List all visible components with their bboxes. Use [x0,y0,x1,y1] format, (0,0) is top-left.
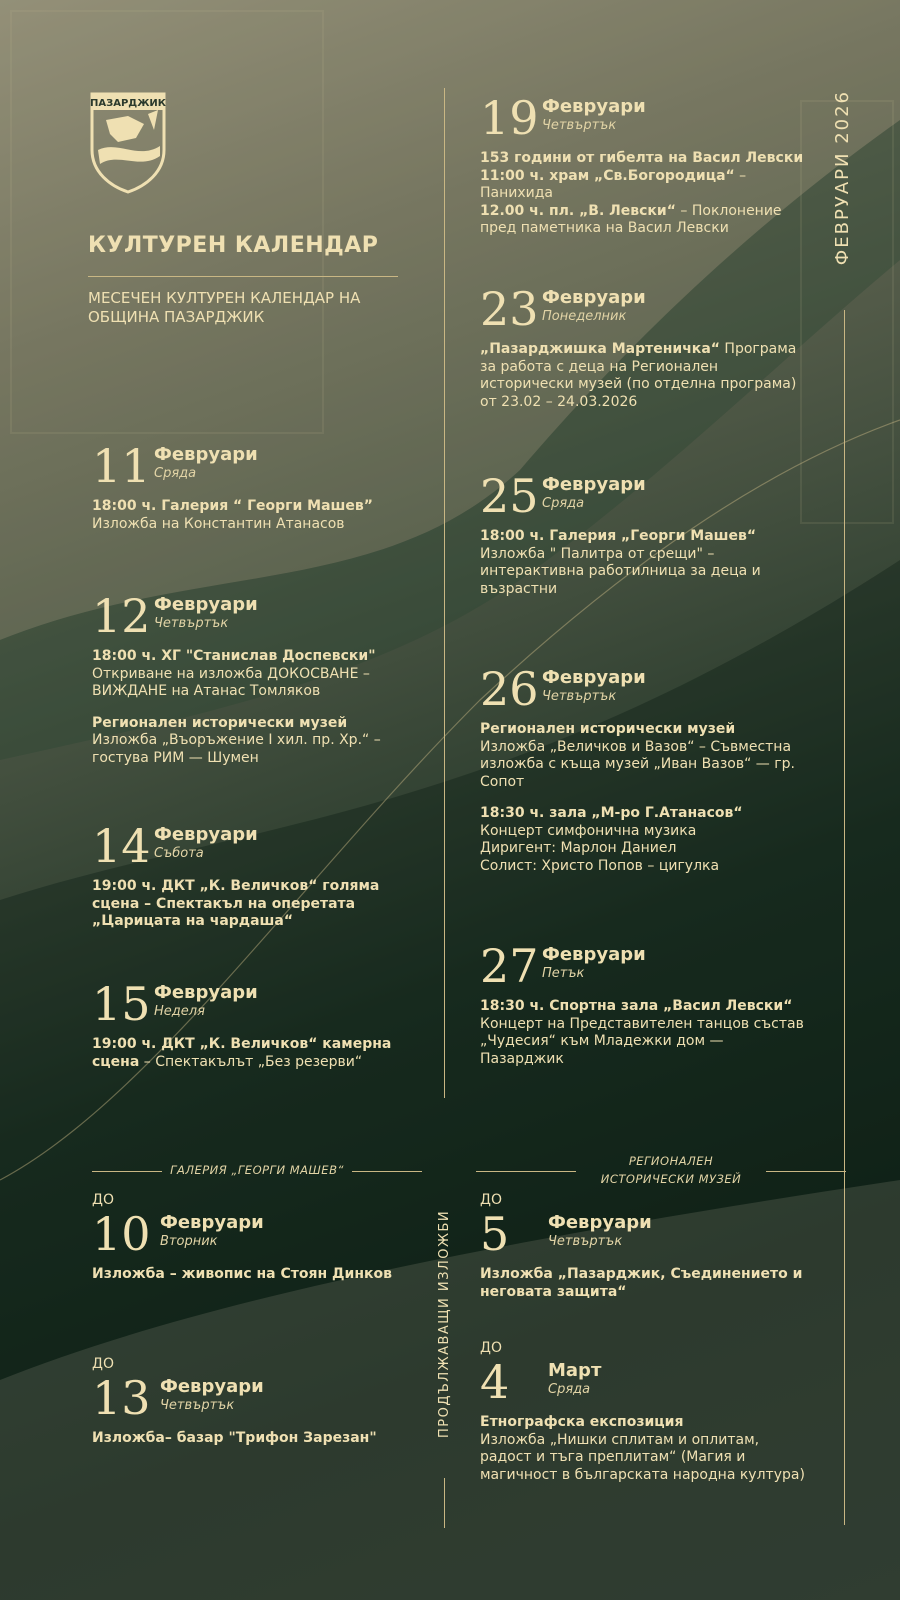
event-line [92,648,422,666]
event-day-number: 25 [480,469,539,523]
event-month: Февруари [542,96,646,117]
event-line [480,1432,810,1485]
event-line [480,739,810,792]
event-month: Февруари [154,594,258,615]
event-day-number: 27 [480,939,539,993]
event-line-highlight: 18:30 ч. зала „М-ро Г.Атанасов“ [480,805,743,821]
event-description [480,1414,810,1484]
event-line-text: Изложба на Константин Атанасов [92,515,345,532]
event-date [92,440,422,492]
event-line-text: Изложба „Въоръжение I хил. пр. Хр.“ – гостува РИМ — Шумен [92,732,381,766]
event-date [480,663,810,715]
column-divider [444,88,445,1098]
event-description [92,498,422,533]
event-date [480,1356,810,1408]
event-line [92,516,422,534]
event-description [92,648,422,767]
event-description [480,1266,810,1301]
event-line-highlight: 153 години от гибелта на Васил Левски [480,150,804,166]
event-card [480,1340,810,1484]
event-line-highlight: Регионален исторически музей [92,714,348,731]
event-line [480,858,810,876]
gallery-heading: ГАЛЕРИЯ „ГЕОРГИ МАШЕВ“ [170,1163,344,1177]
event-description [92,878,422,931]
event-day-number: 13 [92,1371,151,1425]
event-line-highlight: 18:30 ч. Спортна зала „Васил Левски“ [480,998,793,1014]
event-weekday: Понеделник [542,309,627,324]
event-month: Февруари [154,982,258,1003]
event-line [480,150,810,168]
until-label: ДО [92,1192,114,1208]
event-month: Февруари [160,1376,264,1397]
right-edge-rule [844,310,845,1525]
event-card [92,820,422,931]
event-line [480,546,810,599]
event-day-number: 23 [480,282,539,336]
event-line-highlight: Изложба– базар "Трифон Зарезан" [92,1430,377,1446]
event-card [92,590,422,767]
event-line [480,721,810,739]
until-label: ДО [480,1192,502,1208]
event-description [92,1036,422,1071]
event-date [92,590,422,642]
title-divider [88,276,398,277]
event-line [480,998,810,1016]
event-date [92,820,422,872]
event-line-text: Изложба " Палитра от срещи" – интерактивна работилница за деца и възрастни [480,545,761,597]
event-line [480,1266,810,1301]
page-subtitle: МЕСЕЧЕН КУЛТУРЕН КАЛЕНДАР НА ОБЩИНА ПАЗАРДЖИК [88,289,361,326]
event-line-highlight: Изложба – живопис на Стоян Динков [92,1266,392,1282]
museum-heading-line1: РЕГИОНАЛЕН [628,1154,714,1168]
event-card [92,1356,422,1448]
event-line [92,1266,422,1284]
event-day-number: 14 [92,819,151,873]
event-line [480,1016,810,1069]
event-day-number: 5 [480,1207,510,1261]
event-weekday: Четвъртък [154,616,229,631]
event-line [92,666,422,701]
event-line [480,528,810,546]
event-weekday: Четвъртък [542,689,617,704]
event-month: Февруари [154,444,258,465]
event-date [92,1208,422,1260]
event-line [480,805,810,823]
event-date [92,1372,422,1424]
event-day-number: 19 [480,91,539,145]
event-date [480,470,810,522]
event-card [480,1192,810,1301]
event-line-text: Откриване на изложба ДОКОСВАНЕ – ВИЖДАНЕ на Атанас Томляков [92,665,370,699]
event-card [92,1192,422,1284]
event-weekday: Сряда [548,1382,591,1397]
event-date [480,92,810,144]
event-card [92,978,422,1071]
event-line [480,823,810,841]
svg-text:ПАЗАРДЖИК: ПАЗАРДЖИК [90,98,166,109]
event-line-text: Диригент: Марлон Даниел [480,840,677,856]
event-month: Февруари [542,944,646,965]
event-card [480,663,810,875]
event-month: Февруари [542,474,646,495]
page-title: КУЛТУРЕН КАЛЕНДАР [88,233,379,258]
event-weekday: Сряда [542,496,585,511]
event-date [92,978,422,1030]
event-line [480,840,810,858]
event-line-highlight: 12.00 ч. пл. „В. Левски“ [480,202,676,219]
event-line-highlight: Изложба „Пазарджик, Съединението и неговата защита“ [480,1266,803,1300]
exhibitions-divider-right [766,1171,846,1172]
event-weekday: Петък [542,966,585,981]
event-description [92,1430,422,1448]
event-description [92,1266,422,1284]
event-weekday: Четвъртък [542,118,617,133]
event-line-highlight: 19:00 ч. ДКТ „К. Величков“ камерна сцена [92,1036,392,1070]
event-line [92,1430,422,1448]
event-month: Февруари [154,824,258,845]
event-description [480,341,810,411]
event-line [480,168,810,203]
museum-heading-line2: ИСТОРИЧЕСКИ МУЗЕЙ [600,1172,742,1186]
event-day-number: 11 [92,439,151,493]
event-description [480,721,810,875]
event-date [480,940,810,992]
event-line-text: – Поклонение пред паметника на Васил Левски [480,202,782,236]
event-date [480,1208,810,1260]
event-line [92,715,422,733]
event-line-text: – Спектакълът „Без резерви“ [139,1053,363,1070]
event-month: Февруари [542,667,646,688]
event-line [92,498,422,516]
event-line-highlight: „Пазарджишка Мартеничка“ [480,341,720,357]
month-label: ФЕВРУАРИ 2026 [832,90,853,266]
event-weekday: Четвъртък [160,1398,235,1413]
continuing-exhibitions-label: ПРОДЪЛЖАВАЩИ ИЗЛОЖБИ [437,1209,452,1439]
event-line [480,203,810,238]
event-date [480,283,810,335]
event-line-text: Програма за работа с деца на Регионален исторически музей (по отделна програма) от 23.02 – 24.03.2026 [480,341,797,410]
exhibitions-divider-left [92,1171,162,1172]
exhibitions-divider-right [476,1171,576,1172]
event-card [92,440,422,533]
event-line [480,1414,810,1432]
event-line-text: Изложба „Величков и Вазов“ – Съвместна изложба с къща музей „Иван Вазов“ — гр. Сопот [480,738,795,790]
event-card [480,940,810,1068]
event-month: Февруари [548,1212,652,1233]
event-line-text: Изложба „Нишки сплитам и оплитам, радост и тъга преплитам“ (Магия и магичност в българската народна култура) [480,1431,805,1483]
event-line-text: Концерт симфонична музика [480,822,697,839]
exhibitions-divider-left [352,1171,422,1172]
event-weekday: Неделя [154,1004,205,1019]
until-label: ДО [92,1356,114,1372]
event-line-highlight: Етнографска експозиция [480,1414,684,1430]
event-day-number: 15 [92,977,151,1031]
event-line-text: Солист: Христо Попов – цигулка [480,857,720,874]
event-description [480,998,810,1068]
event-line-highlight: 18:00 ч. Галерия “ Георги Машев” [92,498,373,514]
event-line-highlight: 18:00 ч. ХГ "Станислав Доспевски" [92,648,376,664]
event-month: Март [548,1360,602,1381]
event-line-text: – Панихида [480,167,747,201]
exhibitions-column-divider [444,1478,445,1528]
event-line [480,341,810,411]
event-month: Февруари [160,1212,264,1233]
event-line-highlight: 19:00 ч. ДКТ „К. Величков“ голяма сцена – Спектакъл на оперетата „Царицата на чардаша“ [92,878,380,929]
until-label: ДО [480,1340,502,1356]
event-weekday: Сряда [154,466,197,481]
event-line [92,732,422,767]
event-day-number: 12 [92,589,151,643]
event-card [480,283,810,411]
event-day-number: 10 [92,1207,151,1261]
event-card [480,92,810,238]
event-card [480,470,810,598]
event-line-highlight: 18:00 ч. Галерия „Георги Машев“ [480,528,757,544]
event-description [480,150,810,238]
event-description [480,528,810,598]
event-line-text: Концерт на Представителен танцов състав „Чудесия“ към Младежки дом — Пазарджик [480,1015,804,1067]
event-weekday: Четвъртък [548,1234,623,1249]
event-weekday: Вторник [160,1234,218,1249]
wall-panel-frame [10,10,324,434]
event-weekday: Събота [154,846,204,861]
event-day-number: 26 [480,662,539,716]
event-line-highlight: 11:00 ч. храм „Св.Богородица“ [480,167,735,184]
event-month: Февруари [542,287,646,308]
event-day-number: 4 [480,1355,510,1409]
event-line [92,1036,422,1071]
event-line-highlight: Регионален исторически музей [480,721,736,737]
event-line [92,878,422,931]
pazardzhik-coat-of-arms-logo [88,90,168,194]
